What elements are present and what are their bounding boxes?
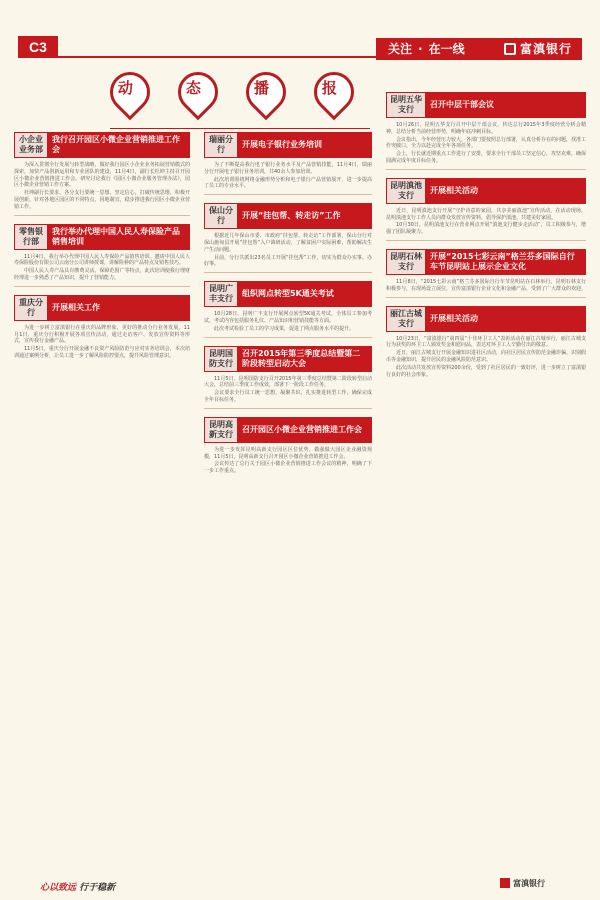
article-paragraph: 此次活动共发放宣传资料200余份，受到了社区居民的一致好评，进一步树立了富滇银行良好的社会形象。 bbox=[386, 364, 586, 378]
article-title: 我行举办代理中国人民人寿保险产品销售培训 bbox=[48, 224, 190, 250]
article-paragraph: 根据近几年保山市委、市政府“挂包帮、转走访”工作部署，保山分行对保山施甸县开展“挂包帮”入户调研活动，了解贫困户实际困难，帮助解决生产生活问题。 bbox=[204, 233, 372, 253]
article-paragraph: 为进一步树立富滇银行在重庆的品牌形象，更好的推动分行业务发展，11月1日，重庆分行积极开展各项宣传活动，通过走访客户、发放宣传资料等形式，宣传我行金融产品。 bbox=[14, 324, 190, 345]
theme-char-4: 报 bbox=[321, 78, 337, 97]
article-body bbox=[204, 376, 372, 404]
article-branch: 昆明滇池支行 bbox=[386, 178, 426, 204]
article-title: 我行召开园区小微企业营销推进工作会 bbox=[48, 132, 190, 158]
article-header bbox=[204, 346, 372, 372]
article-paragraph: 会议指出，今年经营压力较大，各部门要按照总行部署，认真分析存在的问题，找准工作突破口，全力以赴完成全年各项任务。 bbox=[386, 136, 587, 150]
theme-pin-4 bbox=[306, 64, 363, 121]
article-body bbox=[386, 336, 586, 379]
article-body bbox=[386, 279, 586, 293]
left-column bbox=[14, 132, 190, 368]
article-divider bbox=[386, 240, 586, 241]
article-divider bbox=[204, 408, 372, 409]
article-title: 召开中层干部会议 bbox=[426, 92, 586, 118]
article-body bbox=[204, 233, 372, 268]
article-paragraph: 为了不断提高我行电子银行业务水平及产品营销技能，11月4日，瑞丽分行开展电子银行业务培训，共40余人参加培训。 bbox=[204, 162, 372, 175]
article bbox=[204, 346, 372, 409]
article-body bbox=[204, 311, 372, 332]
article-paragraph: 10月26日，昆明五华支行召开中层干部会议，传达总行2015年3季度经营分析会精神，总结分析当前经营形势，明确年底冲刺目标。 bbox=[386, 122, 586, 135]
article bbox=[386, 306, 586, 379]
article-branch: 重庆分行 bbox=[14, 295, 48, 321]
theme-pin-1 bbox=[102, 64, 159, 121]
article-paragraph: 10月30日，昆明滇池支行在营业网点开展“滇池支行健步走活动”，员工积极参与，增强了团队凝聚力。 bbox=[386, 222, 586, 236]
article bbox=[386, 92, 586, 170]
article-title: 开展电子银行业务培训 bbox=[238, 132, 372, 158]
article-divider bbox=[204, 337, 372, 338]
article-paragraph: 近日，丽江古城支行开展金融知识进社区活动，向社区居民宣传防范金融诈骗、识别假币等金融知识，提升居民的金融风险防范意识。 bbox=[386, 350, 587, 363]
right-column bbox=[386, 92, 586, 386]
article-paragraph: 会议要求全行员工统一思想，凝聚共识，扎实推进转型工作，确保完成全年目标任务。 bbox=[204, 390, 372, 403]
article bbox=[14, 295, 190, 360]
article-title: 组织网点转型5K通关考试 bbox=[238, 281, 372, 307]
article-body bbox=[14, 254, 190, 282]
article-paragraph: 为深入贯彻全行发展与转型战略，做好我行园区小企业业务拓展营销模式的探索，加快产品创新运用和专业团队的建设，11月4日，副行长杜坤主持召开园区小微企业营销推进工作会。研究讨论我行《园区小微企业服务管理办法》，园区小微企业营销工作方案。 bbox=[14, 162, 190, 189]
article-paragraph: 10月28日，昆明广丰支行开展网点转型5K通关考试，全体员工参加考试，考试内容包括服务礼仪、产品知识和营销技能等方面。 bbox=[204, 311, 372, 324]
article-paragraph: 为进一步发挥昆明高新支行园区区位优势，做强做大园区企业融资规模，11月5日，昆明高新支行召开园区小微企业营销推进工作会。 bbox=[204, 446, 372, 460]
theme-char-3: 播 bbox=[253, 78, 269, 97]
article-header bbox=[204, 281, 372, 307]
article-branch: 丽江古城支行 bbox=[386, 306, 426, 332]
article-body bbox=[204, 447, 372, 475]
article-paragraph: 10月23日，“富滇银行”第四届“十佳环卫工人”表彰活动在丽江古城举行，丽江古城支行为获奖的环卫工人颁发奖金和慰问品，表达对环卫工人辛勤付出的敬意。 bbox=[386, 335, 586, 349]
footer-slogan-text: 行于稳新 bbox=[79, 883, 116, 893]
article-header bbox=[386, 249, 586, 275]
article-branch: 零售银行部 bbox=[14, 224, 48, 250]
article-branch: 昆明高新支行 bbox=[204, 417, 238, 443]
article-body bbox=[14, 325, 190, 360]
article-paragraph: 近日，昆明滇池支行开展“守护诗意的家园，共享美丽滇池”宣传活动，在活动现场，昆明滇池支行工作人员向群众发放宣传资料，倡导保护滇池、共建美好家园。 bbox=[386, 207, 586, 221]
article-title: 开展“2015七彩云南”格兰芬多国际自行车节昆明站上展示企业文化 bbox=[426, 249, 586, 275]
article-divider bbox=[14, 215, 190, 216]
article-divider bbox=[204, 272, 372, 273]
article bbox=[204, 203, 372, 273]
article-paragraph: 11月5日，昆明国防支行召开2015年第三季度总结暨第二阶段转型启动大会，总结前三季度工作成效，部署下一阶段工作任务。 bbox=[204, 375, 372, 389]
article-paragraph: 11月5日，重庆分行开展金融不良资产风险防范与应对实务培训会，本次培训通过案例分析，让员工进一步了解风险防控要点，提升风险管理意识。 bbox=[14, 346, 190, 359]
article-title: 开展相关工作 bbox=[48, 295, 190, 321]
article-branch: 瑞丽分行 bbox=[204, 132, 238, 158]
section-banner: 关注 · 在一线 富滇银行 bbox=[376, 38, 582, 60]
article-paragraph: 杜坤副行长要求，各分支行要统一思想、坚定信心，打破传统思维，积极开展创新，针对各地区园区的不同特点，因地制宜，稳步推进我行园区小微企业营销工作。 bbox=[14, 190, 190, 210]
article-paragraph: 目前，分行共派出23名员工开展“挂包帮”工作，切实为群众办实事、办好事。 bbox=[204, 254, 372, 268]
article-body bbox=[386, 208, 586, 236]
theme-pin-3 bbox=[238, 64, 295, 121]
article-title: 开展相关活动 bbox=[426, 178, 586, 204]
article-divider bbox=[386, 297, 586, 298]
article-divider bbox=[204, 194, 372, 195]
article-title: 召开2015年第三季度总结暨第二阶段转型启动大会 bbox=[238, 346, 372, 372]
header-brand bbox=[504, 38, 572, 60]
article-divider bbox=[386, 169, 586, 170]
article bbox=[386, 249, 586, 298]
footer-brand bbox=[500, 878, 545, 889]
mid-column bbox=[204, 132, 372, 483]
article-header bbox=[14, 224, 190, 250]
article-paragraph: 此次培训围绕网络金融形势分析和电子银行产品营销展开，进一步提高了员工的专业水平。 bbox=[204, 176, 372, 190]
footer-slogan-red: 心以致远 bbox=[40, 883, 77, 893]
header-band bbox=[0, 0, 600, 78]
article-divider bbox=[14, 286, 190, 287]
footer-logo-icon bbox=[500, 878, 510, 888]
page-tag: C3 bbox=[18, 36, 58, 58]
article-header bbox=[204, 417, 372, 443]
article-header bbox=[386, 178, 586, 204]
article-header bbox=[204, 132, 372, 158]
theme-char-2: 态 bbox=[185, 78, 201, 97]
article-branch: 小企业业务部 bbox=[14, 132, 48, 158]
header-rule bbox=[58, 56, 376, 58]
article-title: 开展相关活动 bbox=[426, 306, 586, 332]
article-paragraph: 11月8日，“2015七彩云南”格兰芬多国际自行车节昆明站在石林举行，昆明石林支行积极参与，在现场设立展位，宣传富滇银行企业文化和金融产品，受到了广大群众的欢迎。 bbox=[386, 278, 587, 292]
theme-pins bbox=[110, 72, 370, 132]
theme-char-1: 动 bbox=[117, 78, 133, 97]
article-paragraph: 11月4日，我行举办代理中国人民人寿保险产品销售培训。邀请中国人民人寿保险股份有限公司云南分公司讲师授课，讲解险种的产品特点及销售技巧。 bbox=[14, 253, 190, 267]
banner-word-2: 在一线 bbox=[428, 42, 465, 56]
article bbox=[14, 132, 190, 216]
article bbox=[204, 417, 372, 475]
article bbox=[14, 224, 190, 287]
header-brand-text: 富滇银行 bbox=[519, 42, 572, 56]
footer-slogan bbox=[40, 880, 115, 893]
article-body bbox=[14, 162, 190, 211]
article bbox=[204, 281, 372, 337]
footer-brand-text: 富滇银行 bbox=[513, 879, 545, 888]
article-paragraph: 中国人民人寿产品具有缴费灵活、保障范围广等特点，此次培训使我行理财经理进一步熟悉了产品知识，提升了营销能力。 bbox=[14, 268, 190, 281]
article-header bbox=[14, 295, 190, 321]
article-paragraph: 会上，行长就近期重点工作进行了安排，要求全行干部员工坚定信心，攻坚克难，确保圆满完成年度目标任务。 bbox=[386, 151, 587, 164]
article-branch: 保山分行 bbox=[204, 203, 238, 229]
article-title: 召开园区小微企业营销推进工作会 bbox=[238, 417, 372, 443]
article-branch: 昆明五华支行 bbox=[386, 92, 426, 118]
article-branch: 昆明广丰支行 bbox=[204, 281, 238, 307]
article-paragraph: 此次考试检验了员工的学习成果，促进了网点服务水平的提升。 bbox=[214, 325, 355, 332]
article-paragraph: 会议传达了总行关于园区小微企业营销推进工作会议的精神，明确了下一步工作重点。 bbox=[204, 461, 372, 475]
article-header bbox=[386, 92, 586, 118]
article-title: 开展“挂包帮、转走访”工作 bbox=[238, 203, 372, 229]
theme-pin-2 bbox=[170, 64, 227, 121]
banner-word-1: 关注 bbox=[388, 42, 413, 56]
article-header bbox=[386, 306, 586, 332]
article bbox=[386, 178, 586, 241]
bank-logo-icon bbox=[504, 43, 516, 55]
article-branch: 昆明石林支行 bbox=[386, 249, 426, 275]
article-header bbox=[204, 203, 372, 229]
article-body bbox=[204, 162, 372, 190]
article bbox=[204, 132, 372, 195]
article-header bbox=[14, 132, 190, 158]
article-body bbox=[386, 122, 586, 165]
pins-rule bbox=[110, 128, 370, 129]
article-branch: 昆明国防支行 bbox=[204, 346, 238, 372]
